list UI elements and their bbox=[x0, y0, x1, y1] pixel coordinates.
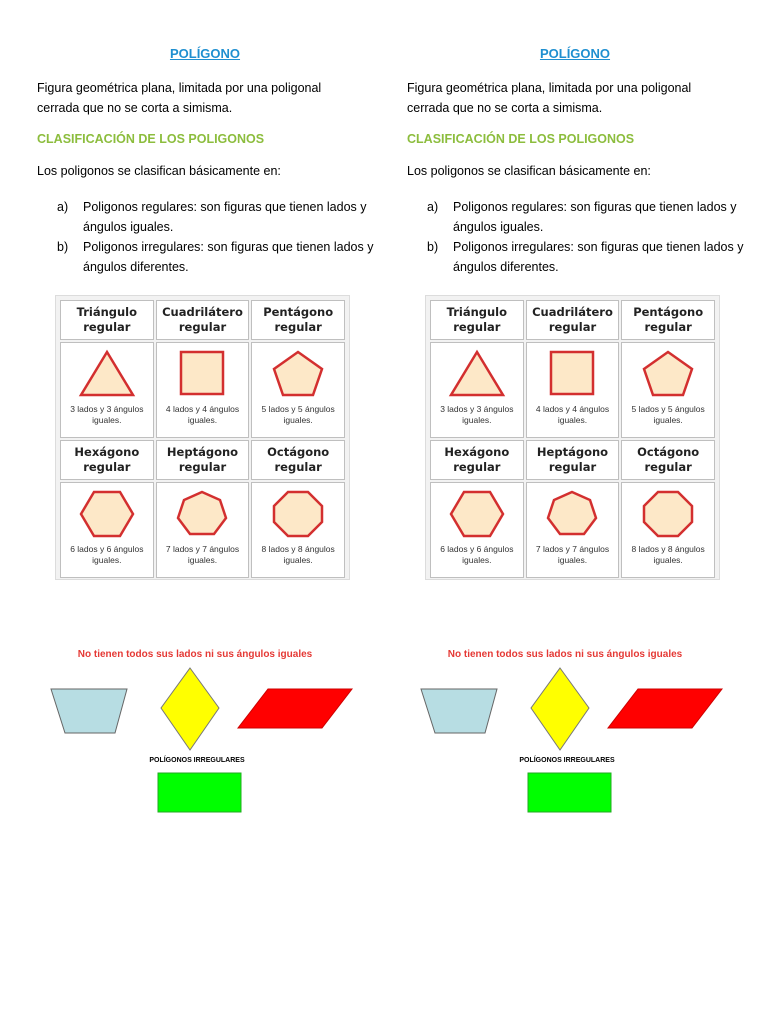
page-column-left bbox=[35, 0, 375, 1024]
triangle-icon bbox=[447, 349, 507, 399]
parallelogram-icon bbox=[608, 689, 722, 728]
list-item-text: Poligonos irregulares: son figuras que tienen lados y ángulos diferentes. bbox=[83, 240, 374, 274]
list-item-text: Poligonos regulares: son figuras que tienen lados y ángulos iguales. bbox=[453, 200, 737, 234]
table-shape-cell bbox=[251, 482, 345, 578]
parallelogram-icon bbox=[238, 689, 352, 728]
square-icon bbox=[172, 349, 232, 399]
rhombus-icon bbox=[161, 668, 219, 750]
table-caption: 6 lados y 6 ángulos iguales. bbox=[440, 544, 514, 565]
irregular-title: No tienen todos sus lados ni sus ángulos iguales bbox=[77, 649, 313, 660]
table-header-cell: Cuadrilátero regular bbox=[156, 300, 250, 340]
table-shape-cell bbox=[60, 482, 154, 578]
table-shape-cell bbox=[251, 342, 345, 438]
table-caption: 3 lados y 3 ángulos iguales. bbox=[440, 404, 514, 425]
table-header-cell: Octágono regular bbox=[251, 440, 345, 480]
table-caption: 7 lados y 7 ángulos iguales. bbox=[165, 544, 240, 565]
list-marker: a) bbox=[427, 200, 439, 214]
heptagon-icon bbox=[172, 489, 232, 539]
table-shape-cell bbox=[526, 342, 620, 438]
regular-polygons-table bbox=[55, 295, 350, 580]
table-header-cell: Heptágono regular bbox=[156, 440, 250, 480]
list-item bbox=[57, 237, 377, 277]
irregular-label: POLÍGONOS IRREGULARES bbox=[149, 757, 245, 764]
regular-polygons-table bbox=[425, 295, 720, 580]
page-column-right bbox=[405, 0, 745, 1024]
table-shape-cell bbox=[156, 482, 250, 578]
hexagon-icon bbox=[447, 489, 507, 539]
table-caption: 5 lados y 5 ángulos iguales. bbox=[631, 404, 705, 425]
table-shape-cell bbox=[621, 482, 715, 578]
table-caption: 4 lados y 4 ángulos iguales. bbox=[535, 404, 610, 425]
table-header-cell: Triángulo regular bbox=[60, 300, 154, 340]
rhombus-icon bbox=[531, 668, 589, 750]
table-caption: 5 lados y 5 ángulos iguales. bbox=[261, 404, 335, 425]
list-marker: b) bbox=[57, 240, 69, 254]
irregular-shapes bbox=[405, 660, 745, 820]
list-marker: a) bbox=[57, 200, 69, 214]
definition-text: Figura geométrica plana, limitada por una poligonal cerrada que no se corta a simisma. bbox=[407, 81, 692, 115]
hexagon-icon bbox=[77, 489, 137, 539]
section-subtitle: CLASIFICACIÓN DE LOS POLIGONOS bbox=[407, 132, 635, 146]
table-header-cell: Hexágono regular bbox=[430, 440, 524, 480]
pentagon-icon bbox=[268, 349, 328, 399]
irregular-label: POLÍGONOS IRREGULARES bbox=[519, 757, 615, 764]
table-shape-cell bbox=[621, 342, 715, 438]
list-item bbox=[427, 197, 747, 237]
table-header-cell: Cuadrilátero regular bbox=[526, 300, 620, 340]
list-item-text: Poligonos irregulares: son figuras que tienen lados y ángulos diferentes. bbox=[453, 240, 744, 274]
table-header-cell: Triángulo regular bbox=[430, 300, 524, 340]
list-item bbox=[427, 237, 747, 277]
section-subtitle: CLASIFICACIÓN DE LOS POLIGONOS bbox=[37, 132, 265, 146]
intro-text: Los poligonos se clasifican básicamente en: bbox=[407, 164, 651, 178]
intro-text: Los poligonos se clasifican básicamente en: bbox=[37, 164, 281, 178]
table-shape-cell bbox=[60, 342, 154, 438]
table-caption: 6 lados y 6 ángulos iguales. bbox=[70, 544, 144, 565]
table-shape-cell bbox=[156, 342, 250, 438]
table-shape-cell bbox=[430, 342, 524, 438]
rectangle-icon bbox=[528, 773, 611, 812]
pentagon-icon bbox=[638, 349, 698, 399]
table-caption: 8 lados y 8 ángulos iguales. bbox=[631, 544, 705, 565]
octagon-icon bbox=[268, 489, 328, 539]
table-header-cell: Octágono regular bbox=[621, 440, 715, 480]
classification-list bbox=[57, 197, 377, 277]
triangle-icon bbox=[77, 349, 137, 399]
table-header-cell: Hexágono regular bbox=[60, 440, 154, 480]
list-item-text: Poligonos regulares: son figuras que tienen lados y ángulos iguales. bbox=[83, 200, 367, 234]
page-title: POLÍGONO bbox=[169, 46, 241, 61]
list-item bbox=[57, 197, 377, 237]
trapezoid-icon bbox=[51, 689, 127, 733]
heptagon-icon bbox=[542, 489, 602, 539]
list-marker: b) bbox=[427, 240, 439, 254]
table-header-cell: Pentágono regular bbox=[251, 300, 345, 340]
irregular-shapes bbox=[35, 660, 375, 820]
table-caption: 7 lados y 7 ángulos iguales. bbox=[535, 544, 610, 565]
table-caption: 3 lados y 3 ángulos iguales. bbox=[70, 404, 144, 425]
table-header-cell: Pentágono regular bbox=[621, 300, 715, 340]
irregular-title: No tienen todos sus lados ni sus ángulos iguales bbox=[447, 649, 683, 660]
definition-text: Figura geométrica plana, limitada por una poligonal cerrada que no se corta a simisma. bbox=[37, 81, 322, 115]
trapezoid-icon bbox=[421, 689, 497, 733]
square-icon bbox=[542, 349, 602, 399]
table-header-cell: Heptágono regular bbox=[526, 440, 620, 480]
octagon-icon bbox=[638, 489, 698, 539]
table-caption: 4 lados y 4 ángulos iguales. bbox=[165, 404, 240, 425]
page-title: POLÍGONO bbox=[539, 46, 611, 61]
table-shape-cell bbox=[430, 482, 524, 578]
table-shape-cell bbox=[526, 482, 620, 578]
classification-list bbox=[427, 197, 747, 277]
rectangle-icon bbox=[158, 773, 241, 812]
table-caption: 8 lados y 8 ángulos iguales. bbox=[261, 544, 335, 565]
